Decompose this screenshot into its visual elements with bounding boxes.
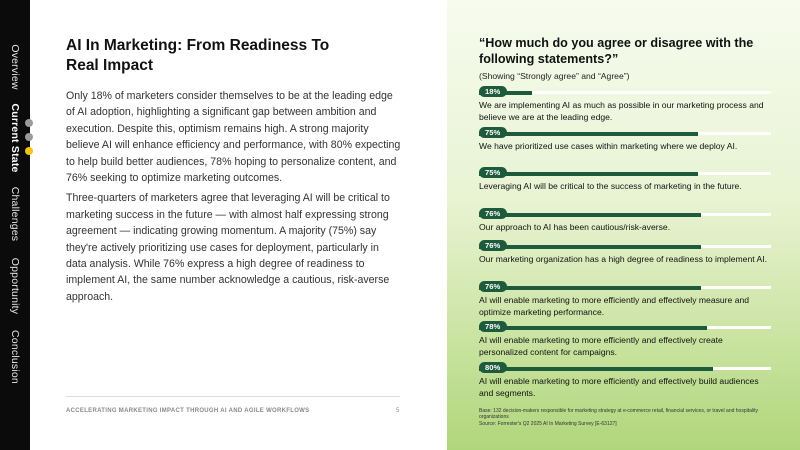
percent-badge: 76% <box>479 240 507 251</box>
bar-fill <box>479 245 701 249</box>
survey-question: “How much do you agree or disagree with the following statements?” <box>479 36 754 66</box>
nav-item-current-state[interactable]: Current State <box>9 103 21 173</box>
nav-item-opportunity[interactable]: Opportunity <box>9 257 21 315</box>
progress-dot-current[interactable] <box>25 147 33 155</box>
survey-panel <box>447 0 800 450</box>
nav-item-challenges[interactable]: Challenges <box>9 186 21 242</box>
percent-badge: 75% <box>479 167 507 178</box>
percent-badge: 76% <box>479 208 507 219</box>
article-body <box>66 88 402 305</box>
stat-bar <box>479 127 771 139</box>
stat-row <box>479 240 771 266</box>
paragraph-2: Three-quarters of marketers agree that leveraging AI will be critical to marketing success in the future — with almost half expressing strong agreement — indicating growing momentum. A majority (75%) say they're actively prioritizing use cases for deployment, particularly in data analysis. While 76% express a high degree of readiness to implement AI, the same number acknowledge a cautious, risk-averse approach. <box>66 192 390 303</box>
title-line-1: AI In Marketing: From Readiness To <box>66 37 330 54</box>
stat-statement: Our marketing organization has a high degree of readiness to implement AI. <box>479 254 768 264</box>
stat-bar <box>479 167 771 179</box>
bar-fill <box>479 213 701 217</box>
percent-badge: 75% <box>479 127 507 138</box>
source-note: Source: Forrester's Q2 2025 AI In Marketing Survey [E-63127] <box>479 421 617 427</box>
stat-statement: Our approach to AI has been cautious/risk-averse. <box>479 222 671 232</box>
stat-row <box>479 208 771 234</box>
percent-badge: 80% <box>479 362 507 373</box>
stat-row <box>479 127 771 153</box>
stat-row <box>479 362 771 399</box>
stat-statement: We have prioritized use cases within marketing where we deploy AI. <box>479 141 738 151</box>
bar-fill <box>479 286 701 290</box>
bar-fill <box>479 172 698 176</box>
stat-row <box>479 321 771 358</box>
progress-dot[interactable] <box>25 119 33 127</box>
stat-statement: AI will enable marketing to more efficiently and effectively create personalized content for campaigns. <box>479 335 723 357</box>
stat-statement: AI will enable marketing to more efficiently and effectively build audiences and segments. <box>479 376 759 398</box>
stat-bar <box>479 362 771 374</box>
stat-row <box>479 281 771 318</box>
footer-title: ACCELERATING MARKETING IMPACT THROUGH AI AND AGILE WORKFLOWS <box>66 408 310 414</box>
stat-row <box>479 167 771 193</box>
bar-fill <box>479 367 713 371</box>
nav-item-overview[interactable]: Overview <box>9 44 21 90</box>
stat-row <box>479 86 771 123</box>
survey-subnote: (Showing “Strongly agree” and “Agree”) <box>479 71 630 81</box>
base-note: Base: 132 decision-makers responsible for marketing strategy at e-commerce retail, financial services, or travel and hospitality organizations <box>479 408 759 420</box>
stat-bar <box>479 321 771 333</box>
page-title <box>66 36 402 76</box>
section-nav <box>0 0 30 450</box>
article <box>66 36 402 305</box>
bar-fill <box>479 326 707 330</box>
stat-statement: Leveraging AI will be critical to the success of marketing in the future. <box>479 181 742 191</box>
stat-bar <box>479 281 771 293</box>
stat-bar <box>479 240 771 252</box>
title-line-2: Real Impact <box>66 57 154 74</box>
percent-badge: 18% <box>479 86 507 97</box>
paragraph-1: Only 18% of marketers consider themselves to be at the leading edge of AI adoption, highlighting a significant gap between ambition and execution. Despite this, optimism remains high. A strong majority believe AI will enhance efficiency and performance, with 80% expecting to help build better audiences, 78% hoping to personalize content, and 76% seeking to optimize marketing outcomes. <box>66 90 401 185</box>
stat-statement: AI will enable marketing to more efficiently and effectively measure and optimize marketing performance. <box>479 295 750 317</box>
footer-divider <box>66 396 400 397</box>
nav-item-conclusion[interactable]: Conclusion <box>9 330 21 384</box>
bar-fill <box>479 132 698 136</box>
page-number: 5 <box>396 408 400 414</box>
progress-dots <box>25 119 35 161</box>
stat-bar <box>479 208 771 220</box>
stat-statement: We are implementing AI as much as possible in our marketing process and believe we are at the leading edge. <box>479 100 764 122</box>
percent-badge: 76% <box>479 281 507 292</box>
percent-badge: 78% <box>479 321 507 332</box>
stat-bar <box>479 86 771 98</box>
progress-dot[interactable] <box>25 133 33 141</box>
